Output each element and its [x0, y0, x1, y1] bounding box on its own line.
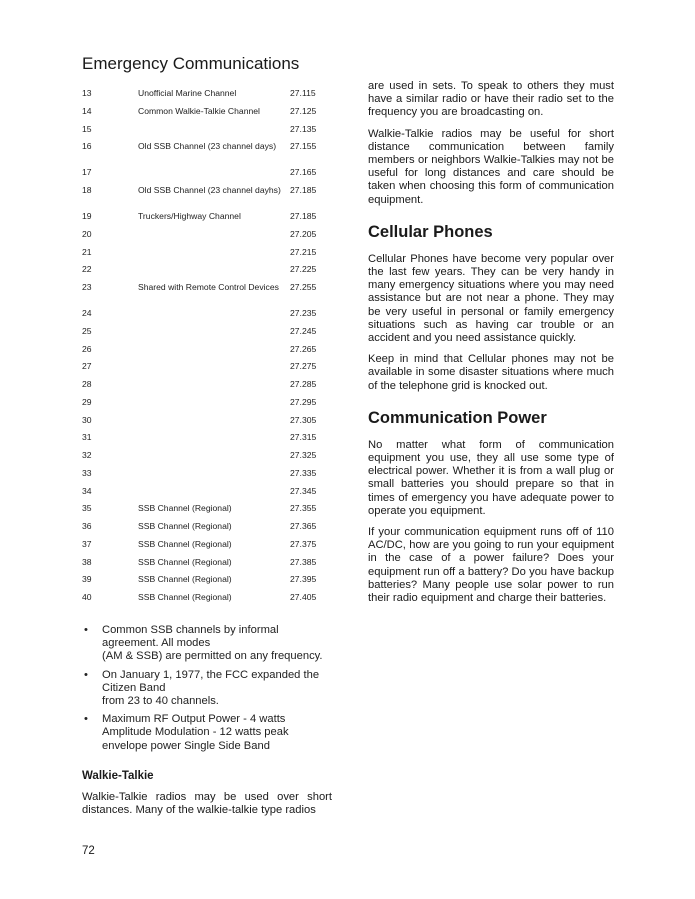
channel-desc: Common Walkie-Talkie Channel: [138, 105, 260, 116]
power-paragraph-2: If your communication equipment runs off of 110 AC/DC, how are you going to run your equipment in the case of a power failure? Does your equipment run off a battery? Do you have backup batteries? Many people use solar power to run their radio equipment and charge their batteries.: [368, 526, 614, 605]
table-row: [82, 361, 332, 379]
table-row: [82, 247, 332, 265]
channel-desc: SSB Channel (Regional): [138, 574, 232, 585]
bullet-icon: •: [84, 713, 88, 726]
channel-num: 18: [82, 185, 92, 195]
channel-num: 20: [82, 228, 92, 239]
table-row: [82, 326, 332, 344]
walkie-talkie-paragraph-1-continued: are used in sets. To speak to others they must have a similar radio or have their radio set to the frequency you are broadcasting on.: [368, 80, 614, 119]
channel-desc: Old SSB Channel (23 channel days): [138, 141, 277, 152]
channel-desc: [138, 397, 290, 415]
power-paragraph-1: No matter what form of communication equipment you use, they all use some type of electrical power. Whether it is from a wall plug or small batteries you should prepare so that in times of emergency you have adequate power to operate you equipment.: [368, 438, 614, 517]
channel-num: 16: [82, 141, 92, 152]
cellular-paragraph-2: Keep in mind that Cellular phones may not be available in some disaster situations where much of the telephone grid is knocked out.: [368, 353, 614, 392]
channel-desc: SSB Channel (Regional): [138, 556, 232, 567]
channel-num: 34: [82, 485, 92, 496]
channel-num: 32: [82, 450, 92, 460]
channel-freq: 27.115: [290, 88, 316, 98]
channel-freq: 27.305: [290, 414, 317, 425]
channel-desc: [138, 326, 290, 344]
channel-desc: SSB Channel (Regional): [138, 592, 232, 602]
table-row: [82, 397, 332, 415]
channel-num: 31: [82, 432, 92, 443]
channel-desc: [138, 379, 290, 397]
channel-freq: 27.325: [290, 450, 317, 460]
channel-num: 23: [82, 282, 92, 292]
table-row: [82, 141, 332, 167]
channel-num: 30: [82, 414, 92, 425]
channel-num: 28: [82, 379, 92, 389]
table-row: [82, 185, 332, 211]
table-row: [82, 557, 332, 575]
channel-desc: [138, 308, 290, 326]
channel-freq: 27.215: [290, 246, 317, 257]
channel-desc: [138, 229, 290, 247]
page-number: 72: [82, 845, 95, 857]
walkie-talkie-heading: Walkie-Talkie: [82, 770, 154, 782]
cellular-phones-heading: Cellular Phones: [368, 222, 493, 241]
table-row: [82, 592, 332, 610]
channel-freq: 27.275: [290, 361, 317, 372]
list-item: [82, 669, 332, 709]
channel-num: 14: [82, 105, 92, 116]
channel-num: 19: [82, 211, 92, 221]
channel-freq: 27.245: [290, 325, 317, 336]
channel-freq: 27.375: [290, 538, 317, 549]
channel-freq: 27.365: [290, 521, 317, 531]
channel-freq: 27.185: [290, 211, 317, 221]
note-text: Maximum RF Output Power - 4 watts Amplitude Modulation - 12 watts peak envelope power Single Side Band: [102, 713, 289, 752]
bullet-icon: •: [84, 668, 88, 681]
table-row: [82, 344, 332, 362]
channel-num: 17: [82, 167, 92, 178]
channel-freq: 27.125: [290, 105, 317, 116]
channel-freq: 27.285: [290, 379, 317, 389]
channel-num: 39: [82, 574, 92, 585]
notes-list: [82, 624, 332, 758]
channel-num: 25: [82, 325, 92, 336]
table-row: [82, 264, 332, 282]
channel-freq: 27.225: [290, 264, 317, 275]
channel-table: [82, 88, 332, 610]
table-row: [82, 468, 332, 486]
channel-freq: 27.355: [290, 503, 317, 514]
table-row: [82, 503, 332, 521]
channel-desc: Old SSB Channel (23 channel dayhs): [138, 185, 281, 195]
channel-desc: SSB Channel (Regional): [138, 503, 232, 514]
channel-num: 22: [82, 264, 92, 275]
channel-freq: 27.255: [290, 282, 317, 292]
channel-num: 29: [82, 396, 92, 407]
list-item: [82, 624, 332, 664]
channel-freq: 27.155: [290, 141, 317, 152]
channel-desc: [138, 361, 290, 379]
channel-desc: [138, 432, 290, 450]
channel-desc: Truckers/Highway Channel: [138, 211, 241, 221]
channel-desc: [138, 167, 290, 185]
table-row: [82, 415, 332, 433]
channel-num: 15: [82, 123, 92, 134]
channel-num: 38: [82, 556, 92, 567]
channel-desc: [138, 344, 290, 362]
note-text: Common SSB channels by informal agreement. All modes (AM & SSB) are permitted on any frequency.: [102, 624, 323, 663]
table-row: [82, 521, 332, 539]
table-row: [82, 574, 332, 592]
channel-num: 26: [82, 343, 92, 354]
page-title: Emergency Communications: [82, 54, 300, 73]
channel-freq: 27.205: [290, 228, 317, 239]
channel-num: 13: [82, 88, 92, 98]
table-row: [82, 211, 332, 229]
table-row: [82, 308, 332, 326]
channel-desc: Shared with Remote Control Devices: [138, 282, 279, 292]
channel-freq: 27.235: [290, 308, 317, 318]
table-row: [82, 539, 332, 557]
channel-num: 36: [82, 521, 92, 531]
channel-freq: 27.315: [290, 432, 317, 443]
channel-num: 27: [82, 361, 92, 372]
channel-freq: 27.135: [290, 123, 317, 134]
channel-desc: [138, 124, 290, 142]
channel-desc: Unofficial Marine Channel: [138, 88, 237, 98]
bullet-icon: •: [84, 624, 88, 636]
channel-desc: [138, 486, 290, 504]
channel-desc: SSB Channel (Regional): [138, 521, 232, 531]
channel-desc: [138, 264, 290, 282]
channel-freq: 27.295: [290, 396, 317, 407]
walkie-talkie-paragraph-1: Walkie-Talkie radios may be used over short distances. Many of the walkie-talkie type radios: [82, 791, 332, 817]
channel-desc: [138, 415, 290, 433]
channel-desc: [138, 468, 290, 486]
table-row: [82, 282, 332, 308]
channel-freq: 27.185: [290, 185, 317, 195]
channel-freq: 27.265: [290, 343, 317, 354]
table-row: [82, 450, 332, 468]
channel-num: 35: [82, 503, 92, 514]
channel-freq: 27.405: [290, 592, 317, 602]
table-row: [82, 106, 332, 124]
table-row: [82, 486, 332, 504]
walkie-talkie-paragraph-2: Walkie-Talkie radios may be useful for short distance communication between family members or neighbors Walkie-Talkies may not be useful for long distances and care should be taken when choosing this form of communication equipment.: [368, 127, 614, 206]
channel-desc: [138, 247, 290, 265]
table-row: [82, 88, 332, 106]
channel-num: 37: [82, 538, 92, 549]
right-column: [368, 80, 614, 613]
table-row: [82, 379, 332, 397]
list-item: [82, 713, 332, 753]
channel-num: 33: [82, 467, 92, 478]
channel-freq: 27.345: [290, 485, 317, 496]
channel-desc: SSB Channel (Regional): [138, 538, 232, 549]
channel-freq: 27.385: [290, 556, 317, 567]
table-row: [82, 124, 332, 142]
table-row: [82, 167, 332, 185]
channel-freq: 27.395: [290, 574, 317, 585]
table-row: [82, 432, 332, 450]
communication-power-heading: Communication Power: [368, 408, 547, 427]
channel-num: 21: [82, 246, 92, 257]
channel-freq: 27.165: [290, 167, 317, 178]
table-row: [82, 229, 332, 247]
channel-freq: 27.335: [290, 467, 317, 478]
note-text: On January 1, 1977, the FCC expanded the Citizen Band from 23 to 40 channels.: [102, 668, 320, 708]
channel-desc: [138, 450, 290, 468]
cellular-paragraph-1: Cellular Phones have become very popular over the last few years. They can be very handy in many emergency situations where you may need assistance but are not near a phone. They may be very useful in personal or family emergency situations such as having car trouble or an accident and you need assistance quickly.: [368, 252, 614, 345]
channel-num: 40: [82, 592, 92, 602]
channel-num: 24: [82, 308, 92, 318]
